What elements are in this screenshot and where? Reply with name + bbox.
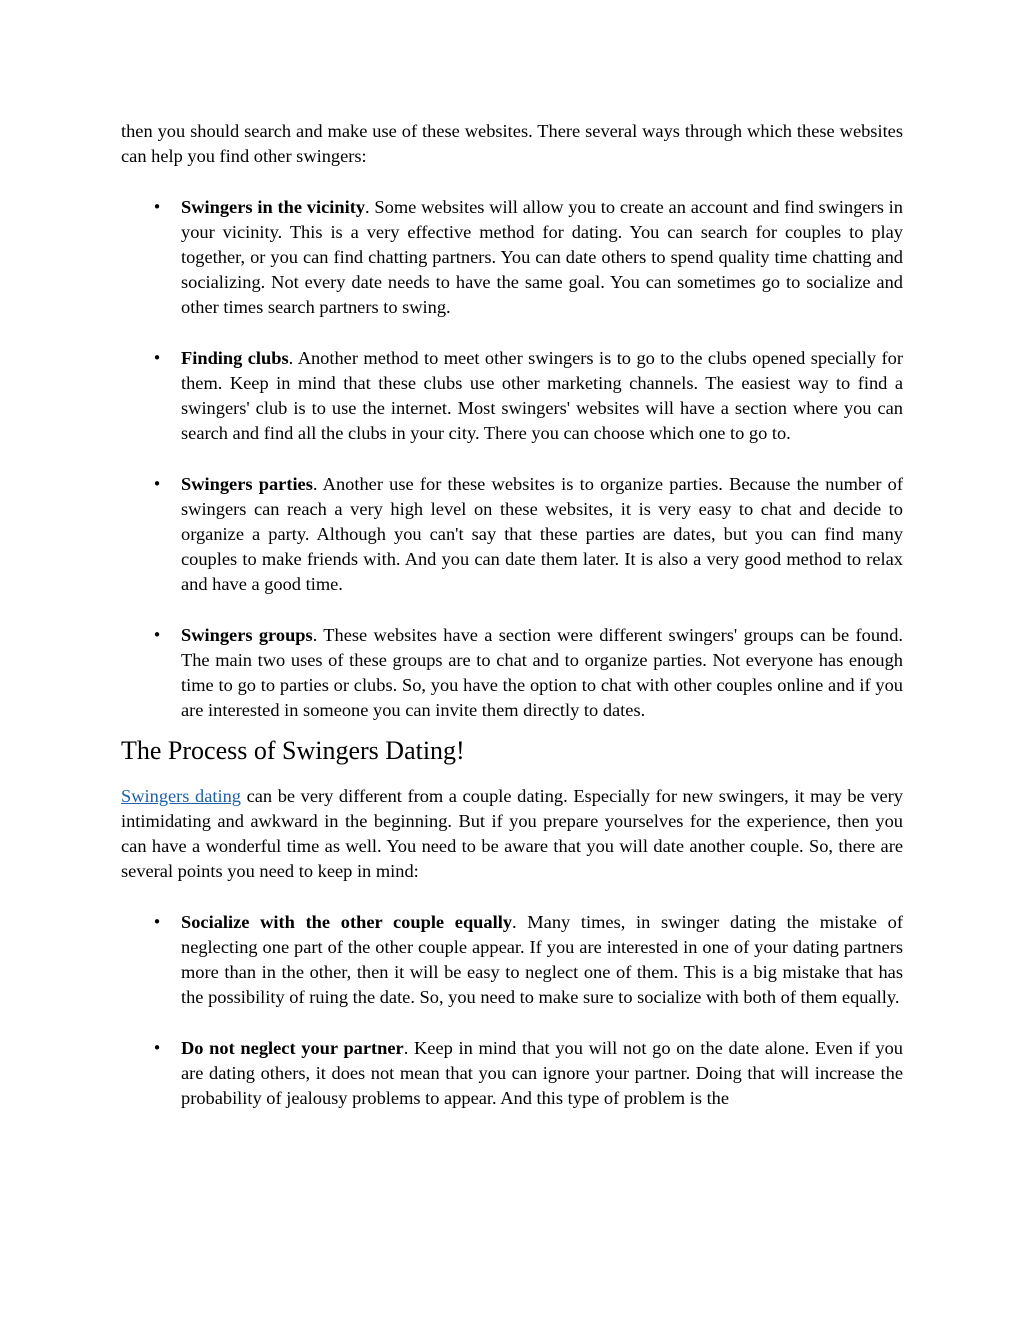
bullet-icon: • <box>152 912 162 931</box>
bullet-icon: • <box>152 625 162 644</box>
list-item-text: . Many times, in swinger dating the mistake of neglecting one part of the other couple appear. If you are interested in one of your dating partners more than in the other, then it will be easy to neglect one of them. This is a big mistake that has the possibility of ruing the date. So, you need to make sure to socialize with both of them equally. <box>181 911 903 1008</box>
list-item-text: . These websites have a section were different swingers' groups can be found. The main two uses of these groups are to chat and to organize parties. Not everyone has enough time to go to parties or clubs. So, you have the option to chat with other couples online and if you are interested in someone you can invite them directly to dates. <box>181 624 903 720</box>
list-item-text: . Another method to meet other swingers is to go to the clubs opened specially for them. Keep in mind that these clubs use other marketing channels. The easiest way to find a swingers' club is to use the internet. Most swingers' websites will have a section where you can search and find all the clubs in your city. There you can choose which one to go to. <box>181 347 903 443</box>
list-item-text: . Some websites will allow you to create an account and find swingers in your vicinity. This is a very effective method for dating. You can search for couples to play together, or you can find chatting partners. You can date others to spend quality time chatting and socializing. Not every date needs to have the same goal. You can sometimes go to socialize and other times search partners to swing. <box>181 196 903 318</box>
list-item-title: Swingers in the vicinity <box>181 196 366 217</box>
list-item <box>121 623 903 723</box>
list-item-title: Socialize with the other couple equally <box>181 911 513 932</box>
section-heading: The Process of Swingers Dating! <box>121 735 465 765</box>
bullet-icon: • <box>152 474 162 493</box>
bullet-icon: • <box>152 348 162 367</box>
list-item <box>121 195 903 320</box>
list-item-text: . Keep in mind that you will not go on the date alone. Even if you are dating others, it does not mean that you can ignore your partner. Doing that will increase the probability of jealousy problems to appear. And this type of problem is the <box>181 1037 904 1108</box>
websites-uses-list <box>121 195 903 723</box>
list-item <box>121 472 903 597</box>
list-item-title: Finding clubs <box>181 347 289 368</box>
process-paragraph-text: can be very different from a couple dating. Especially for new swingers, it may be very intimidating and awkward in the beginning. But if you prepare yourselves for the experience, then you can have a wonderful time as well. You need to be aware that you will date another couple. So, there are several points you need to keep in mind: <box>121 785 903 882</box>
list-item <box>121 346 903 446</box>
process-paragraph <box>121 784 903 884</box>
list-item <box>121 1036 903 1111</box>
swingers-dating-link[interactable]: Swingers dating <box>121 785 242 806</box>
document-page <box>121 119 903 1111</box>
bullet-icon: • <box>152 1038 162 1057</box>
intro-paragraph: then you should search and make use of these websites. There several ways through which these websites can help you find other swingers: <box>121 121 903 167</box>
list-item-title: Swingers groups <box>181 624 313 645</box>
list-item-text: . Another use for these websites is to organize parties. Because the number of swingers can reach a very high level on these websites, it is very easy to chat and decide to organize a party. Although you can't say that these parties are dates, but you can find many couples to make friends with. And you can date them later. It is also a very good method to relax and have a good time. <box>181 473 903 594</box>
bullet-icon: • <box>152 197 162 216</box>
dating-tips-list <box>121 910 903 1111</box>
list-item-title: Swingers parties <box>181 473 313 494</box>
list-item-title: Do not neglect your partner <box>181 1037 404 1058</box>
list-item <box>121 910 903 1010</box>
